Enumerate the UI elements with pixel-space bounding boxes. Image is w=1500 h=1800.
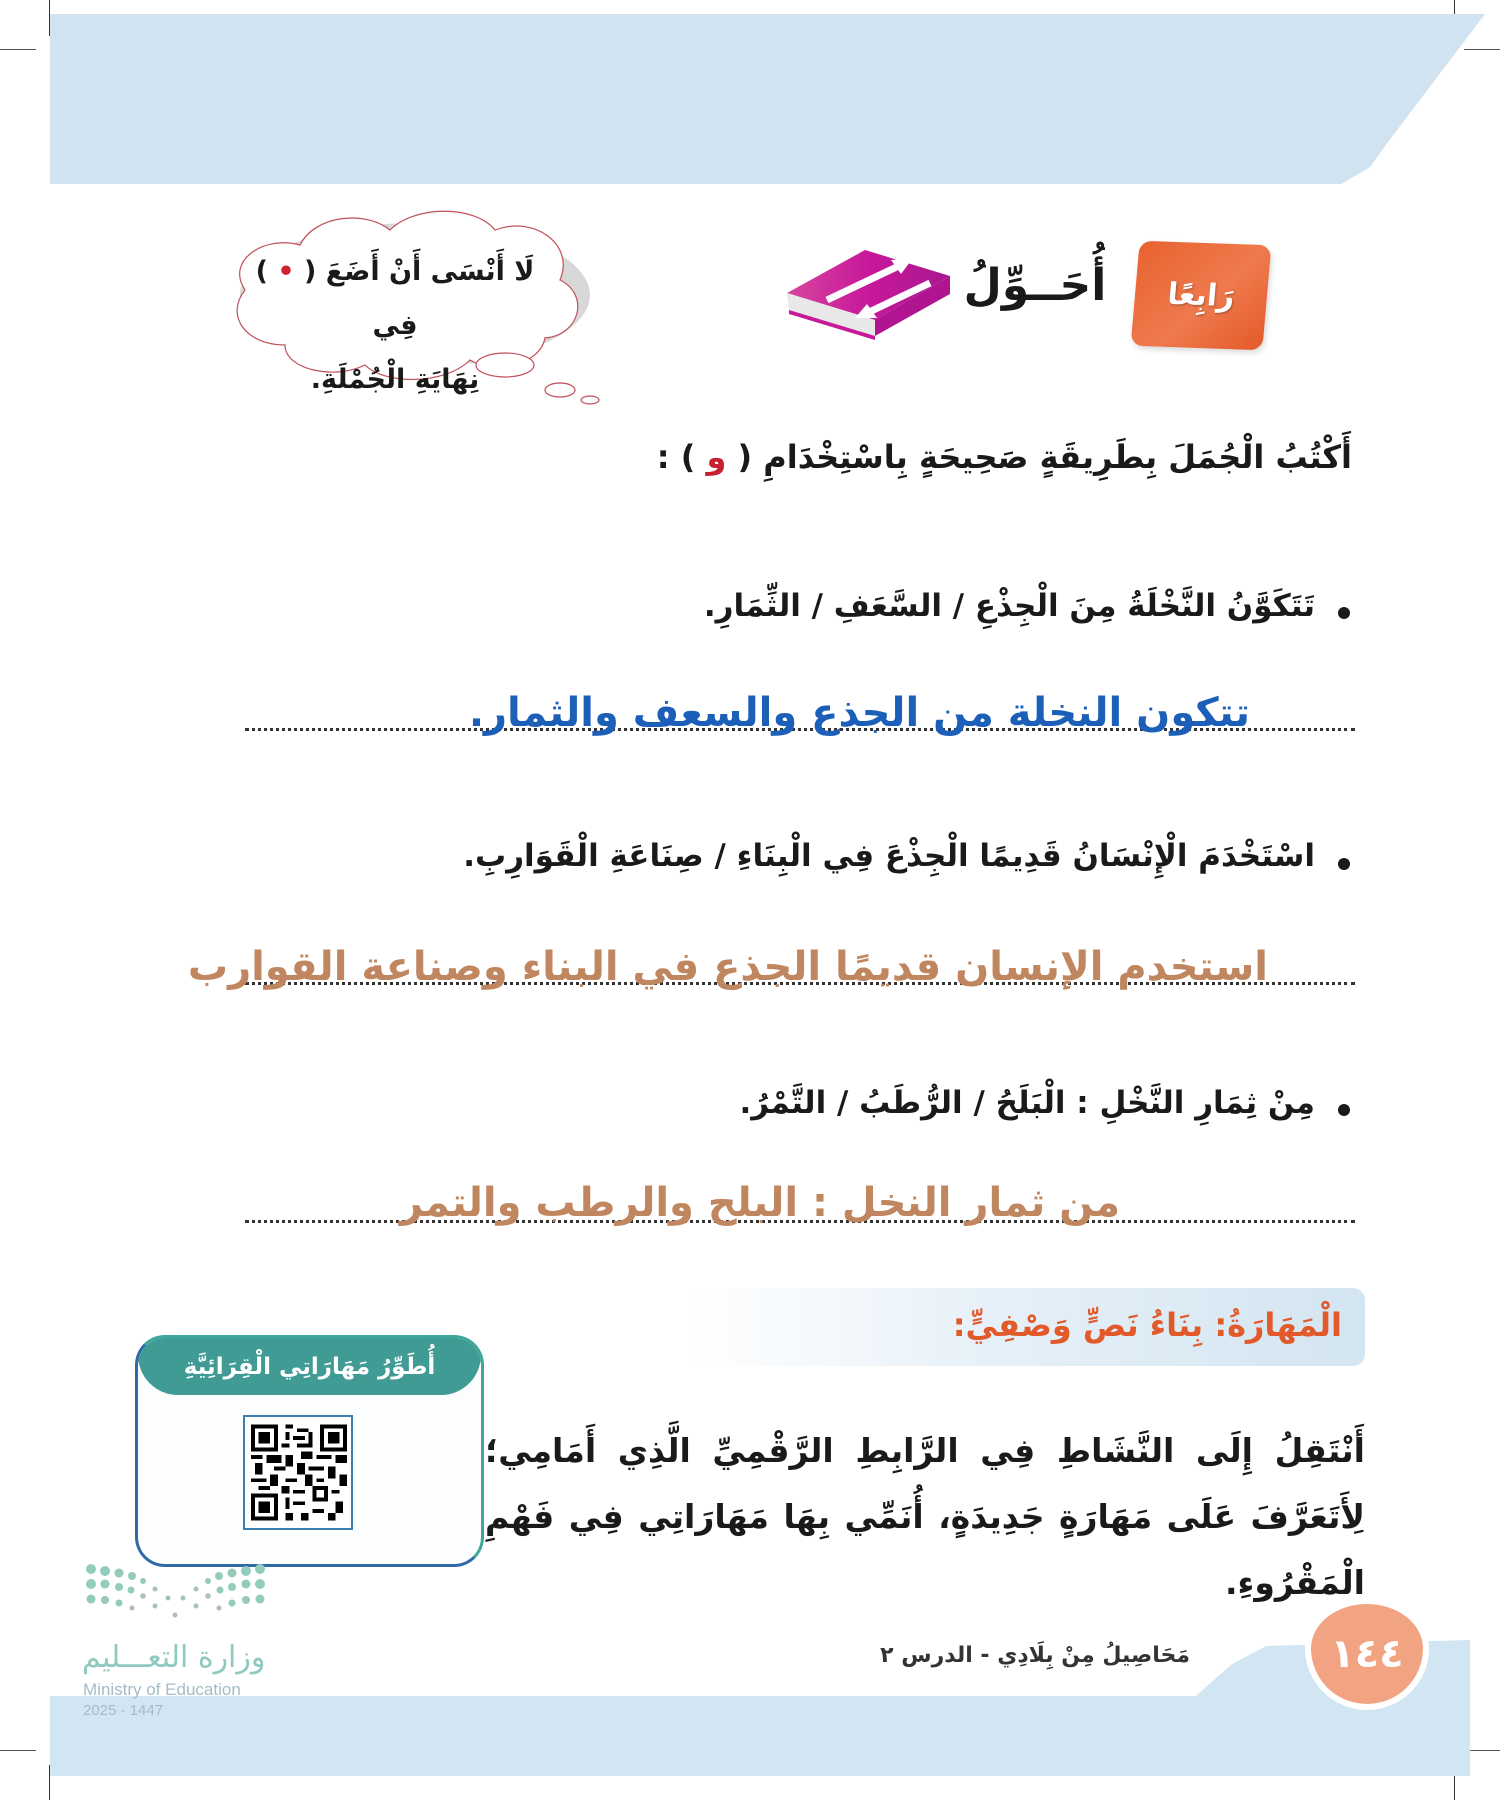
- answer-3: من ثمار النخل : البلح والرطب والتمر: [399, 1180, 1120, 1226]
- instruction-text: أَكْتُبُ الْجُمَلَ بِطَرِيقَةٍ صَحِيحَةٍ بِاسْتِخْدَامِ (: [737, 438, 1352, 476]
- answer-1: تتكون النخلة من الجذع والسعف والثمار.: [468, 690, 1250, 736]
- exercise-instruction: [452, 438, 1352, 476]
- edition-year: 2025 - 1447: [83, 1702, 164, 1719]
- tip-text: [240, 245, 550, 407]
- section-badge-label: رَابِعًا: [1166, 276, 1236, 315]
- ministry-name-english: Ministry of Education: [83, 1680, 241, 1699]
- ministry-name-arabic: وزارة التعـــليم: [82, 1640, 266, 1675]
- qr-code-icon[interactable]: [243, 1415, 353, 1530]
- section-title: أُحَــوِّلُ: [963, 260, 1107, 311]
- page-number: ١٤٤: [1330, 1631, 1404, 1677]
- question-2: اسْتَخْدَمَ الْإِنْسَانُ قَدِيمًا الْجِذْعَ فِي الْبِنَاءِ / صِنَاعَةِ الْقَوَارِبِ.: [463, 838, 1315, 874]
- bullet-icon: [1338, 1104, 1350, 1116]
- top-banner: [50, 14, 1485, 184]
- bottom-banner: [50, 1696, 1470, 1776]
- tip-line-2: نِهَايَةِ الْجُمْلَةِ.: [310, 364, 480, 395]
- ministry-logo-icon: [83, 1563, 268, 1625]
- instruction-highlight: و: [706, 438, 727, 476]
- book-arrows-icon: [785, 238, 955, 343]
- tip-line-1: [240, 245, 550, 353]
- qr-card-header: [138, 1338, 481, 1395]
- question-1: تَتَكَوَّنُ النَّخْلَةُ مِنَ الْجِذْعِ / السَّعَفِ / الثِّمَارِ.: [703, 588, 1315, 624]
- tip-line-1-start: لَا أَنْسَى أَنْ أَضَعَ (: [304, 256, 535, 287]
- skill-description: أَنْتَقِلُ إِلَى النَّشَاطِ فِي الرَّابِطِ الرَّقْمِيِّ الَّذِي أَمَامِي؛ لِأَتَعَرَّفَ عَلَى مَهَارَةٍ جَدِيدَةٍ، أُنَمِّي بِهَا مَهَارَاتِي فِي فَهْمِ الْمَقْرُوءِ.: [485, 1431, 1365, 1602]
- question-3: مِنْ ثِمَارِ النَّخْلِ : الْبَلَحُ / الرُّطَبُ / التَّمْرُ.: [739, 1085, 1315, 1121]
- crop-mark: [1464, 49, 1500, 50]
- bullet-icon: [1338, 858, 1350, 870]
- section-badge: [1131, 241, 1272, 351]
- period-dot-icon: •: [277, 256, 295, 287]
- bullet-icon: [1338, 607, 1350, 619]
- skill-title: الْمَهَارَةُ: بِنَاءُ نَصٍّ وَصْفِيٍّ:: [952, 1306, 1342, 1344]
- qr-card-title: أُطَوِّرُ مَهَارَاتِي الْقِرَائِيَّةِ: [183, 1353, 436, 1380]
- crop-mark: [0, 49, 36, 50]
- crop-mark: [49, 0, 50, 36]
- instruction-text-end: ) :: [656, 438, 696, 476]
- crop-mark: [0, 1750, 36, 1751]
- digital-link-card[interactable]: [135, 1335, 484, 1567]
- tip-line-1-end: ) فِي: [255, 256, 418, 341]
- unit-lesson-title: مَحَاصِيلُ مِنْ بِلَادِي - الدرس ٢: [880, 1643, 1190, 1668]
- answer-2: استخدم الإنسان قديمًا الجذع في البناء وصناعة القوارب: [187, 944, 1268, 990]
